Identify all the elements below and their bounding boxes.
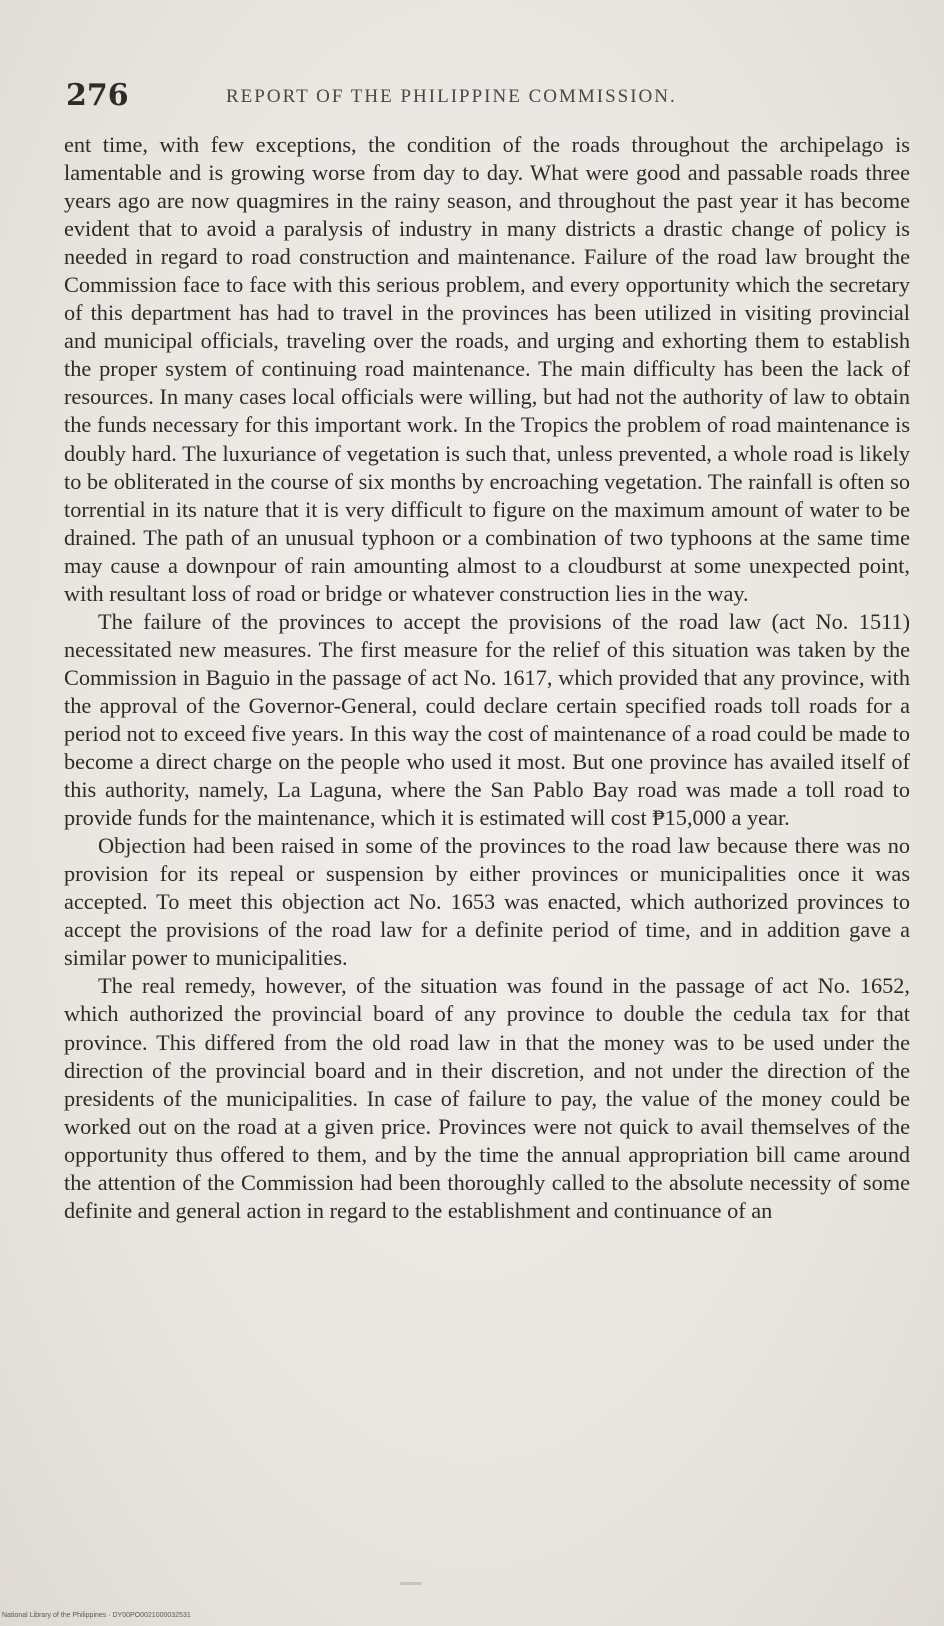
page-number: 276: [66, 78, 129, 113]
page-header: [66, 78, 906, 118]
paragraph-objection: Objection had been raised in some of the provinces to the road law because there was no provision for its repeal or suspension by either provinces or municipalities once it was accepted. To meet this objection act No. 1653 was enacted, which authorized provinces to accept the provisions of the road law for a definite period of time, and in addition gave a similar power to municipalities.: [64, 833, 910, 971]
paragraph-road-law-failure: The failure of the provinces to accept the provisions of the road law (act No. 1511) necessitated new measures. The first measure for the relief of this situation was taken by the Commission in Baguio in the passage of act No. 1617, which provided that any province, with the approval of the Governor-General, could declare certain specified roads toll roads for a period not to exceed five years. In this way the cost of maintenance of a road could be made to become a direct charge on the people who used it most. But one province has availed itself of this authority, namely, La Laguna, where the San Pablo Bay road was made a toll road to provide funds for the maintenance, which it is estimated will cost ₱15,000 a year.: [64, 608, 910, 831]
scan-credit: National Library of the Philippines · DY00PO0021000032531: [2, 1612, 191, 1619]
paragraph-real-remedy: The real remedy, however, of the situation was found in the passage of act No. 1652, which authorized the provincial board of any province to double the cedula tax for that province. This differed from the old road law in that the money was to be used under the direction of the provincial board and in their discretion, and not under the direction of the presidents of the municipalities. In case of failure to pay, the value of the money could be worked out on the road at a given price. Provinces were not quick to avail themselves of the opportunity thus offered to them, and by the time the annual appropriation bill came around the attention of the Commission had been thoroughly called to the absolute necessity of some definite and general action in regard to the establishment and continuance of an: [64, 973, 910, 1223]
running-head: REPORT OF THE PHILIPPINE COMMISSION.: [226, 86, 677, 107]
paragraph-continuation: ent time, with few exceptions, the condition of the roads throughout the archipelago is lamentable and is growing worse from day to day. What were good and passable roads three years ago are now quagmires in the rainy season, and throughout the past year it has become evident that to avoid a paralysis of industry in many districts a drastic change of policy is needed in regard to road construction and maintenance. Failure of the road law brought the Commission face to face with this serious problem, and every opportunity which the secretary of this department has had to travel in the provinces has been utilized in visiting provincial and municipal officials, traveling over the roads, and urging and exhorting them to establish the proper system of continuing road maintenance. The main difficulty has been the lack of resources. In many cases local officials were willing, but had not the authority of law to obtain the funds necessary for this important work. In the Tropics the problem of road maintenance is doubly hard. The luxuriance of vegetation is such that, unless prevented, a whole road is likely to be obliterated in the course of six months by encroaching vegetation. The rainfall is often so torrential in its nature that it is very difficult to figure on the maximum amount of water to be drained. The path of an unusual typhoon or a combination of two typhoons at the same time may cause a downpour of rain amounting almost to a cloudburst at some unexpected point, with resultant loss of road or bridge or whatever construction lies in the way.: [64, 132, 910, 606]
scan-mark: [400, 1582, 422, 1585]
body-text: [64, 131, 910, 1225]
